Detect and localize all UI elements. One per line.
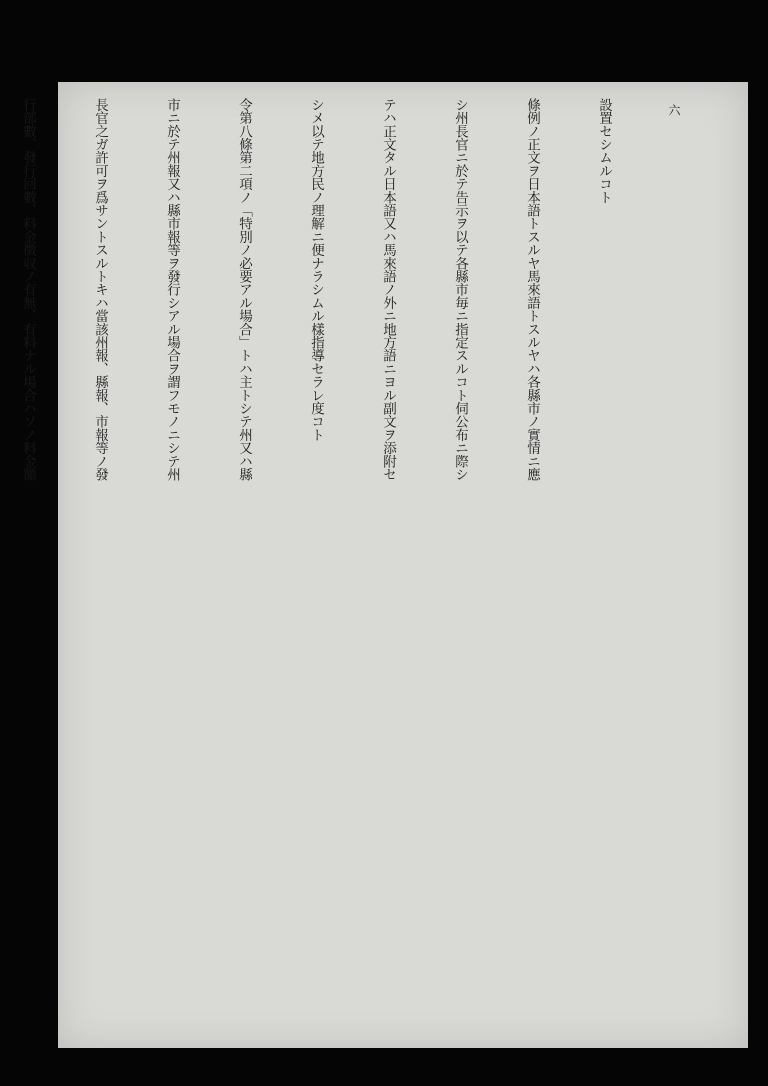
text-line: 條例ノ正文ヲ日本語トスルヤ馬來語トスルヤハ各縣市ノ實情ニ應 <box>524 98 540 481</box>
text-line: 長官之ガ許可ヲ爲サントスルトキハ當該州報、縣報、市報等ノ發 <box>92 98 108 481</box>
text-line: 市ニ於テ州報又ハ縣市報等ヲ發行シアル場合ヲ謂フモノニシテ州 <box>164 98 180 481</box>
text-line: テハ正文タル日本語又ハ馬來語ノ外ニ地方語ニヨル副文ヲ添附セ <box>380 98 396 481</box>
text-line: シ州長官ニ於テ告示ヲ以テ各縣市毎ニ指定スルコト伺公布ニ際シ <box>452 98 468 481</box>
text-line: 設置セシムルコト <box>596 98 612 204</box>
text-line: シメ以テ地方民ノ理解ニ便ナラシムル樣指導セラレ度コト <box>308 98 324 442</box>
text-columns <box>0 98 712 1023</box>
text-line: 行部數、發行回數、料金徴収ノ有無、有料ナル場合ハソノ料金額 <box>20 98 36 481</box>
page-number: 六 <box>667 104 681 116</box>
text-line: 令第八條第二項ノ「特別ノ必要アル場合」トハ主トシテ州又ハ縣 <box>236 98 252 481</box>
document-page <box>20 82 748 1048</box>
upper-text-block <box>0 98 664 1023</box>
